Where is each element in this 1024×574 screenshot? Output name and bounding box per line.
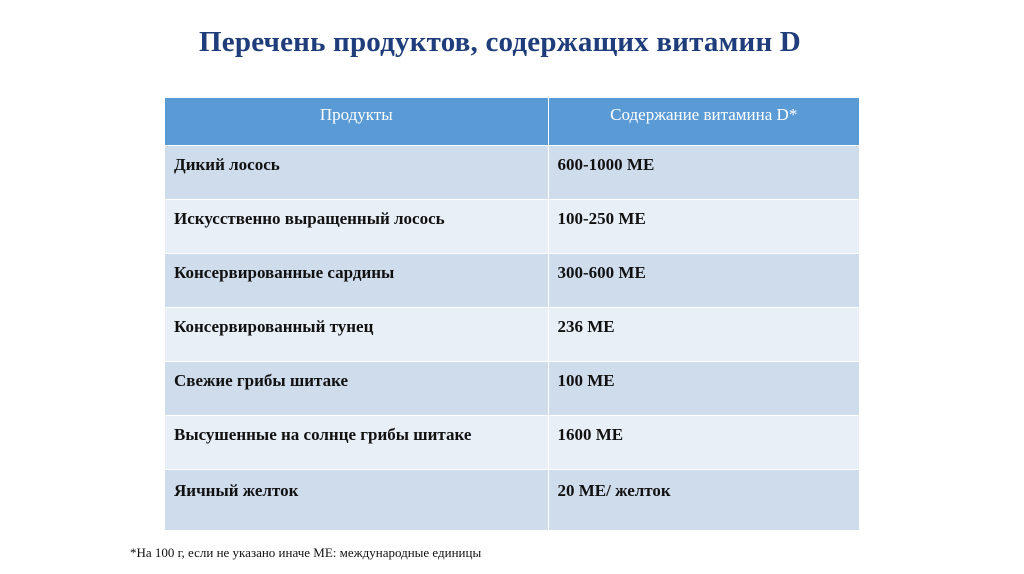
table-row [165, 307, 859, 361]
product-cell: Консервированный тунец [165, 307, 548, 361]
table-row [165, 145, 859, 199]
table-row [165, 361, 859, 415]
column-header-vitamin-content: Содержание витамина D* [548, 98, 859, 145]
product-cell: Консервированные сардины [165, 253, 548, 307]
vitamin-d-table [165, 98, 859, 530]
product-cell: Свежие грибы шитаке [165, 361, 548, 415]
content-cell: 100 МЕ [548, 361, 859, 415]
table-header-row [165, 98, 859, 145]
column-header-products: Продукты [165, 98, 548, 145]
content-cell: 300-600 МЕ [548, 253, 859, 307]
product-cell: Яичный желток [165, 469, 548, 530]
table-row [165, 253, 859, 307]
product-cell: Искусственно выращенный лосось [165, 199, 548, 253]
content-cell: 1600 МЕ [548, 415, 859, 469]
product-cell: Дикий лосось [165, 145, 548, 199]
table-row [165, 415, 859, 469]
table-row [165, 469, 859, 530]
page-title: Перечень продуктов, содержащих витамин D [199, 26, 801, 58]
footnote: *На 100 г, если не указано иначе МЕ: международные единицы [130, 545, 482, 560]
product-cell: Высушенные на солнце грибы шитаке [165, 415, 548, 469]
content-cell: 600-1000 МЕ [548, 145, 859, 199]
content-cell: 236 МЕ [548, 307, 859, 361]
content-cell: 100-250 МЕ [548, 199, 859, 253]
content-cell: 20 МЕ/ желток [548, 469, 859, 530]
table-row [165, 199, 859, 253]
